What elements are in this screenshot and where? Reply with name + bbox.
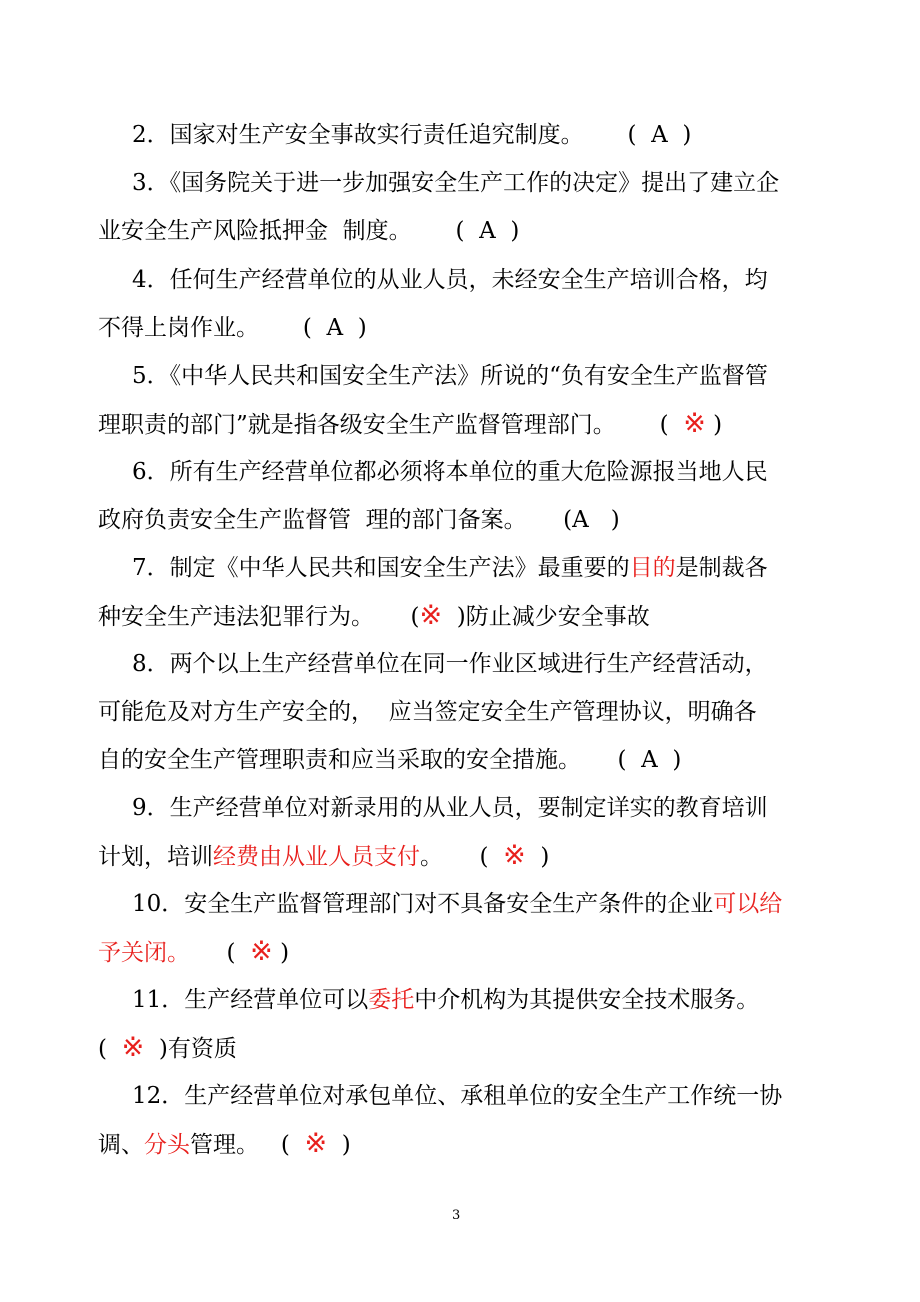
wrong-mark-symbol: ※ (683, 408, 706, 439)
question-text-continuation (98, 216, 519, 246)
highlighted-keyword: 委托 (368, 987, 415, 1013)
question-text-continuation (98, 313, 367, 343)
question-text-continuation (98, 745, 681, 775)
wrong-mark-symbol: ※ (503, 840, 526, 871)
text-segment: 是制裁各 (675, 555, 768, 581)
text-segment: 2．国家对生产安全事故实行责任追究制度。 ( A ) (132, 122, 692, 148)
text-segment: ( (98, 1036, 122, 1062)
page-number: 3 (452, 1208, 461, 1223)
question-text-continuation (98, 505, 620, 535)
text-segment: 6．所有生产经营单位都必须将本单位的重大危险源报当地人民 (132, 459, 768, 485)
question-text (132, 168, 779, 198)
question-text-continuation (98, 409, 722, 439)
text-segment: )防止减少安全事故 (442, 604, 650, 630)
text-segment: 3．《国务院关于进一步加强安全生产工作的决定》提出了建立企 (132, 170, 780, 196)
question-text (132, 1081, 782, 1111)
text-segment: 4．任何生产经营单位的从业人员，未经安全生产培训合格，均 (132, 267, 768, 293)
question-text-continuation (98, 601, 650, 631)
text-segment: 8．两个以上生产经营单位在同一作业区域进行生产经营活动， (132, 651, 768, 677)
text-segment: 可能危及对方生产安全的， 应当签定安全生产管理协议，明确各 (98, 699, 757, 725)
question-text (132, 985, 759, 1015)
text-segment: 业安全生产风险抵押金 制度。 ( A ) (98, 218, 520, 244)
highlighted-keyword: 予关闭。 (98, 940, 190, 966)
text-segment: 调、 (98, 1132, 144, 1158)
text-segment: 种安全生产违法犯罪行为。 ( (98, 604, 420, 630)
wrong-mark-symbol: ※ (250, 936, 273, 967)
question-text (132, 120, 691, 150)
question-text-continuation (98, 841, 549, 871)
text-segment: 中介机构为其提供安全技术服务。 (414, 987, 760, 1013)
text-segment: 11．生产经营单位可以 (132, 987, 369, 1013)
question-text (132, 361, 768, 391)
text-segment: 计划，培训 (98, 844, 213, 870)
text-segment: 10．安全生产监督管理部门对不具备安全生产条件的企业 (132, 891, 714, 917)
highlighted-keyword: 经费由从业人员支付 (213, 844, 420, 870)
question-text (132, 793, 768, 823)
text-segment: 9．生产经营单位对新录用的从业人员，要制定详实的教育培训 (132, 795, 768, 821)
text-segment: ) (327, 1132, 351, 1158)
question-text-continuation (98, 1033, 237, 1063)
highlighted-keyword: 目的 (629, 555, 676, 581)
highlighted-keyword: 分头 (144, 1132, 190, 1158)
highlighted-keyword: 可以给 (713, 891, 783, 917)
text-segment: 管理。 ( (190, 1132, 305, 1158)
question-text-continuation (98, 1129, 351, 1159)
text-segment: 政府负责安全生产监督管 理的部门备案。 (A ) (98, 507, 620, 533)
text-segment: 自的安全生产管理职责和应当采取的安全措施。 ( A ) (98, 747, 682, 773)
text-segment: ) (272, 940, 290, 966)
question-text (132, 553, 768, 583)
text-segment: 12．生产经营单位对承包单位、承租单位的安全生产工作统一协 (132, 1083, 783, 1109)
text-segment: 。 ( (420, 844, 504, 870)
text-segment: 7．制定《中华人民共和国安全生产法》最重要的 (132, 555, 630, 581)
question-text (132, 649, 768, 679)
text-segment: ) (525, 844, 550, 870)
question-text-continuation (98, 937, 289, 967)
text-segment: ) (705, 412, 723, 438)
text-segment: 理职责的部门”就是指各级安全生产监督管理部门。 ( (98, 412, 684, 438)
text-segment: )有资质 (144, 1036, 237, 1062)
question-text (132, 265, 768, 295)
question-text-continuation (98, 697, 757, 727)
wrong-mark-symbol: ※ (304, 1128, 328, 1159)
text-segment: 不得上岗作业。 ( A ) (98, 315, 367, 341)
wrong-mark-symbol: ※ (419, 600, 443, 631)
text-segment: 5．《中华人民共和国安全生产法》所说的“负有安全生产监督管 (132, 363, 768, 389)
text-segment: ( (190, 940, 251, 966)
question-text (132, 889, 782, 919)
question-text (132, 457, 768, 487)
wrong-mark-symbol: ※ (121, 1032, 145, 1063)
